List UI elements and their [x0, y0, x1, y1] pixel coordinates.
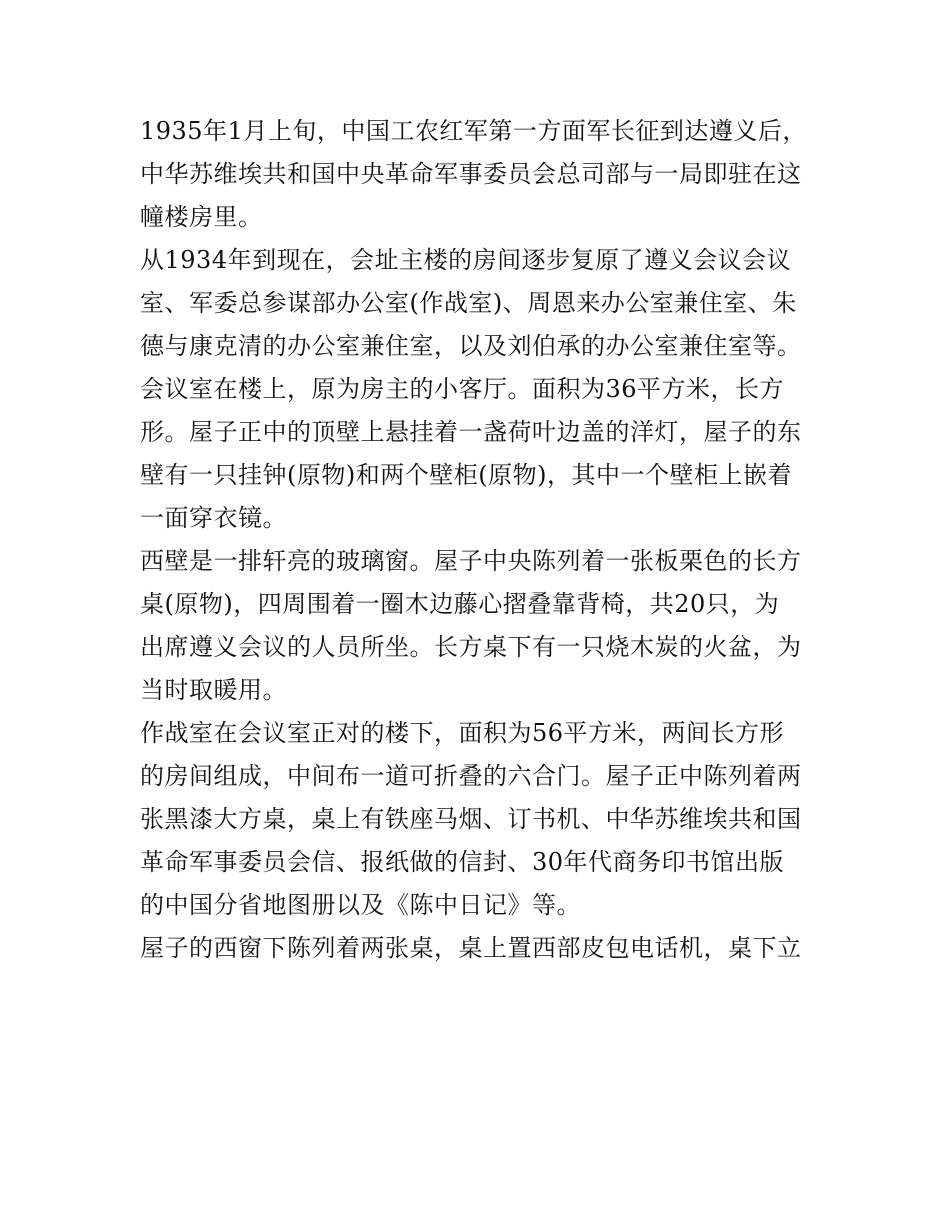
text-line: 当时取暖用。 — [140, 676, 287, 704]
paragraph-2 — [140, 239, 815, 368]
text-line: 的中国分省地图册以及《陈中日记》等。 — [140, 891, 581, 919]
text-line: 出席遵义会议的人员所坐。长方桌下有一只烧木炭的火盆，为 — [140, 633, 802, 661]
paragraph-3 — [140, 368, 815, 540]
text-line: 的房间组成，中间布一道可折叠的六合门。屋子正中陈列着两 — [140, 762, 802, 790]
paragraph-6 — [140, 927, 815, 970]
paragraph-4 — [140, 540, 815, 712]
text-line: 1935年1月上旬，中国工农红军第一方面军长征到达遵义后， — [140, 117, 807, 145]
text-line: 从1934年到现在，会址主楼的房间逐步复原了遵义会议会议 — [140, 246, 792, 274]
text-line: 壁有一只挂钟(原物)和两个壁柜(原物)，其中一个壁柜上嵌着 — [140, 461, 792, 489]
text-line: 作战室在会议室正对的楼下，面积为56平方米，两间长方形 — [140, 719, 785, 747]
document-body — [140, 110, 815, 970]
text-line: 桌(原物)，四周围着一圈木边藤心摺叠靠背椅，共20只，为 — [140, 590, 780, 618]
text-line: 形。屋子正中的顶壁上悬挂着一盏荷叶边盖的洋灯，屋子的东 — [140, 418, 802, 446]
text-line: 革命军事委员会信、报纸做的信封、30年代商务印书馆出版 — [140, 848, 785, 876]
text-line: 幢楼房里。 — [140, 203, 263, 231]
text-line: 室、军委总参谋部办公室(作战室)、周恩来办公室兼住室、朱 — [140, 289, 797, 317]
paragraph-1 — [140, 110, 815, 239]
text-line: 德与康克清的办公室兼住室，以及刘伯承的办公室兼住室等。 — [140, 332, 802, 360]
text-line: 屋子的西窗下陈列着两张桌，桌上置西部皮包电话机，桌下立 — [140, 934, 802, 962]
text-line: 西壁是一排轩亮的玻璃窗。屋子中央陈列着一张板栗色的长方 — [140, 547, 802, 575]
text-line: 中华苏维埃共和国中央革命军事委员会总司部与一局即驻在这 — [140, 160, 802, 188]
text-line: 会议室在楼上，原为房主的小客厅。面积为36平方米，长方 — [140, 375, 785, 403]
paragraph-5 — [140, 712, 815, 927]
text-line: 张黑漆大方桌，桌上有铁座马烟、订书机、中华苏维埃共和国 — [140, 805, 802, 833]
text-line: 一面穿衣镜。 — [140, 504, 287, 532]
